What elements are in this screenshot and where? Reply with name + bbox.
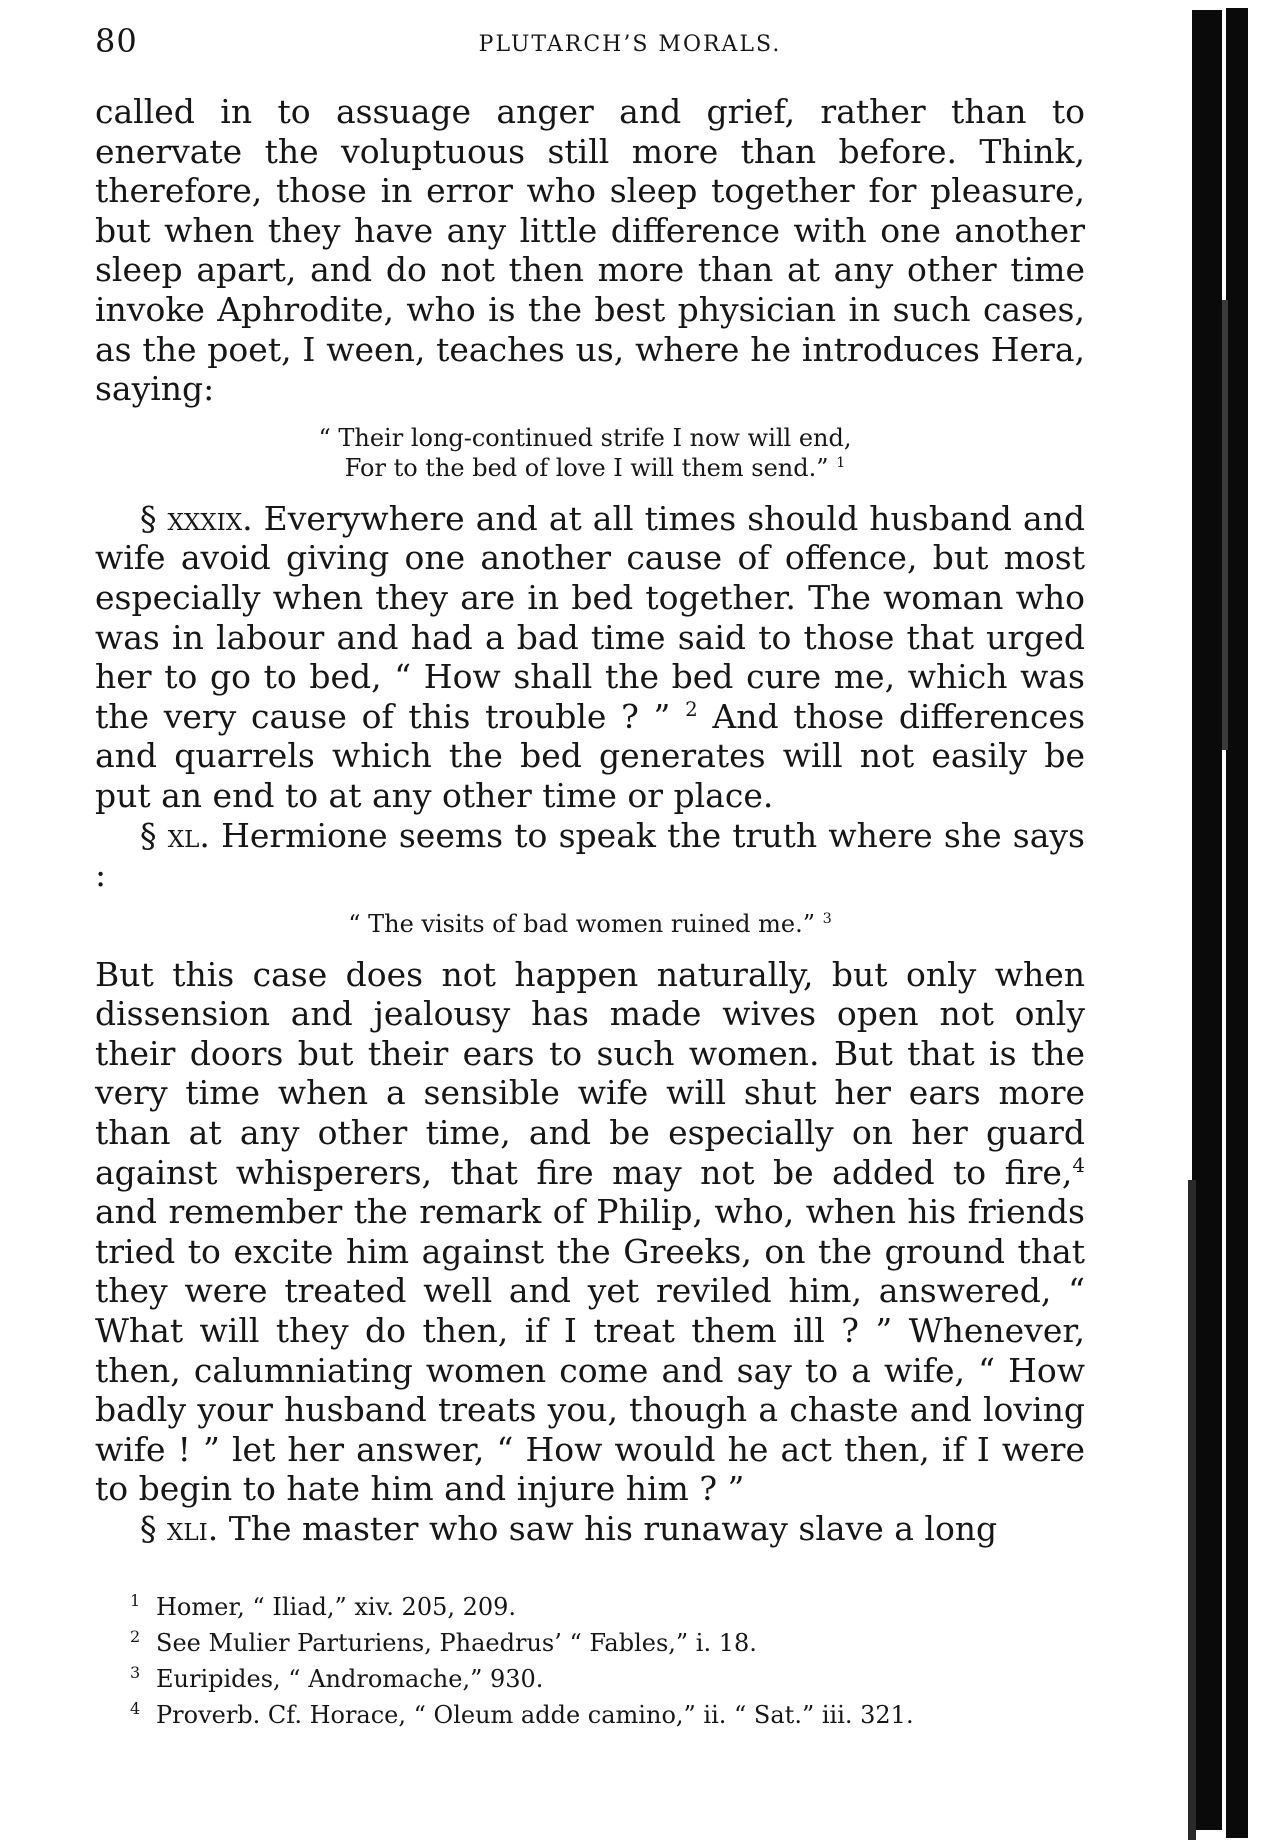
paragraph: called in to assuage anger and grief, rather than to enervate the voluptuous still more than before. Think, therefore, those in error who sleep together for pleasure, but when they have any little difference with one another sleep apart, and do not then more than at any other time invoke Aphrodite, who is the best physician in such cases, as the poet, I ween, teaches us, where he introduces Hera, saying:: [95, 92, 1085, 409]
paragraph-text: But this case does not happen naturally, but only when dissension and jealousy has made wives open not only their doors but their ears to such women. But that is the very time when a sensible wife will shut her ears more than at any other time, and be especially on her guard against whisperers, that fire may not be added to fire,: [95, 954, 1085, 1192]
footnote-number: 3: [130, 1663, 141, 1682]
footnote-ref: 2: [685, 697, 698, 721]
verse-line: [95, 453, 1085, 483]
paragraph-section-40: [95, 816, 1085, 895]
footnote-text: Homer, “ Iliad,” xiv. 205, 209.: [156, 1593, 517, 1621]
page-header: [95, 18, 1085, 68]
page-number: 80: [95, 22, 138, 60]
verse-quote: [95, 423, 1085, 483]
footnote-ref: 4: [1072, 1153, 1085, 1177]
verse-quote: [95, 909, 1085, 939]
footnote: [130, 1622, 1080, 1658]
footnote-text: See Mulier Parturiens, Phaedrus’ “ Fables,” i. 18.: [156, 1629, 757, 1657]
binding-edge-shadow: [1186, 0, 1266, 1843]
footnote: [130, 1694, 1080, 1730]
footnote-ref: 3: [822, 910, 832, 927]
footnote-number: 1: [130, 1591, 141, 1610]
paragraph-section-39: [95, 499, 1085, 816]
section-marker: § xxxix.: [140, 498, 253, 538]
verse-line: [95, 909, 1085, 939]
verse-line-text: For to the bed of love I will them send.”: [344, 453, 829, 482]
footnote-number: 2: [130, 1627, 141, 1646]
paragraph-text: Hermione seems to speak the truth where she says :: [95, 815, 1085, 895]
section-marker: § xli.: [140, 1509, 219, 1548]
footnote-text: Proverb. Cf. Horace, “ Oleum adde camino,” ii. “ Sat.” iii. 321.: [156, 1701, 914, 1729]
paragraph-text: The master who saw his runaway slave a long: [218, 1509, 998, 1548]
body-text: [95, 92, 1085, 1549]
section-marker: § xl.: [140, 815, 210, 855]
running-head: PLUTARCH’S MORALS.: [478, 32, 782, 57]
footnote: [130, 1586, 1080, 1622]
footnote-text: Euripides, “ Andromache,” 930.: [156, 1665, 544, 1693]
paragraph-text: Everywhere and at all times should husband and wife avoid giving one another cause of offence, but most especially when they are in bed together. The woman who was in labour and had a bad time said to those that urged her to go to bed, “ How shall the bed cure me, which was the very cause of this trouble ? ”: [95, 498, 1086, 736]
paragraph: [95, 955, 1085, 1509]
paragraph-section-41: [95, 1509, 1085, 1549]
footnotes: [130, 1586, 1080, 1730]
verse-line: “ Their long-continued strife I now will end,: [318, 423, 852, 452]
paragraph-text: And those differences and quarrels which the bed generates will not easily be put an end to at any other time or place.: [95, 696, 1086, 815]
paragraph-text: and remember the remark of Philip, who, when his friends tried to excite him against the Greeks, on the ground that they were treated well and yet reviled him, answered, “ What will they do then, if I treat them ill ? ” Whenever, then, calumniating women come and say to a wife, “ How badly your husband treats you, though a chaste and loving wife ! ” let her answer, “ How would he act then, if I were to begin to hate him and injure him ? ”: [95, 1192, 1085, 1509]
footnote-number: 4: [130, 1699, 141, 1718]
footnote: [130, 1658, 1080, 1694]
verse-line-text: “ The visits of bad women ruined me.”: [348, 909, 815, 938]
footnote-ref: 1: [836, 454, 846, 471]
